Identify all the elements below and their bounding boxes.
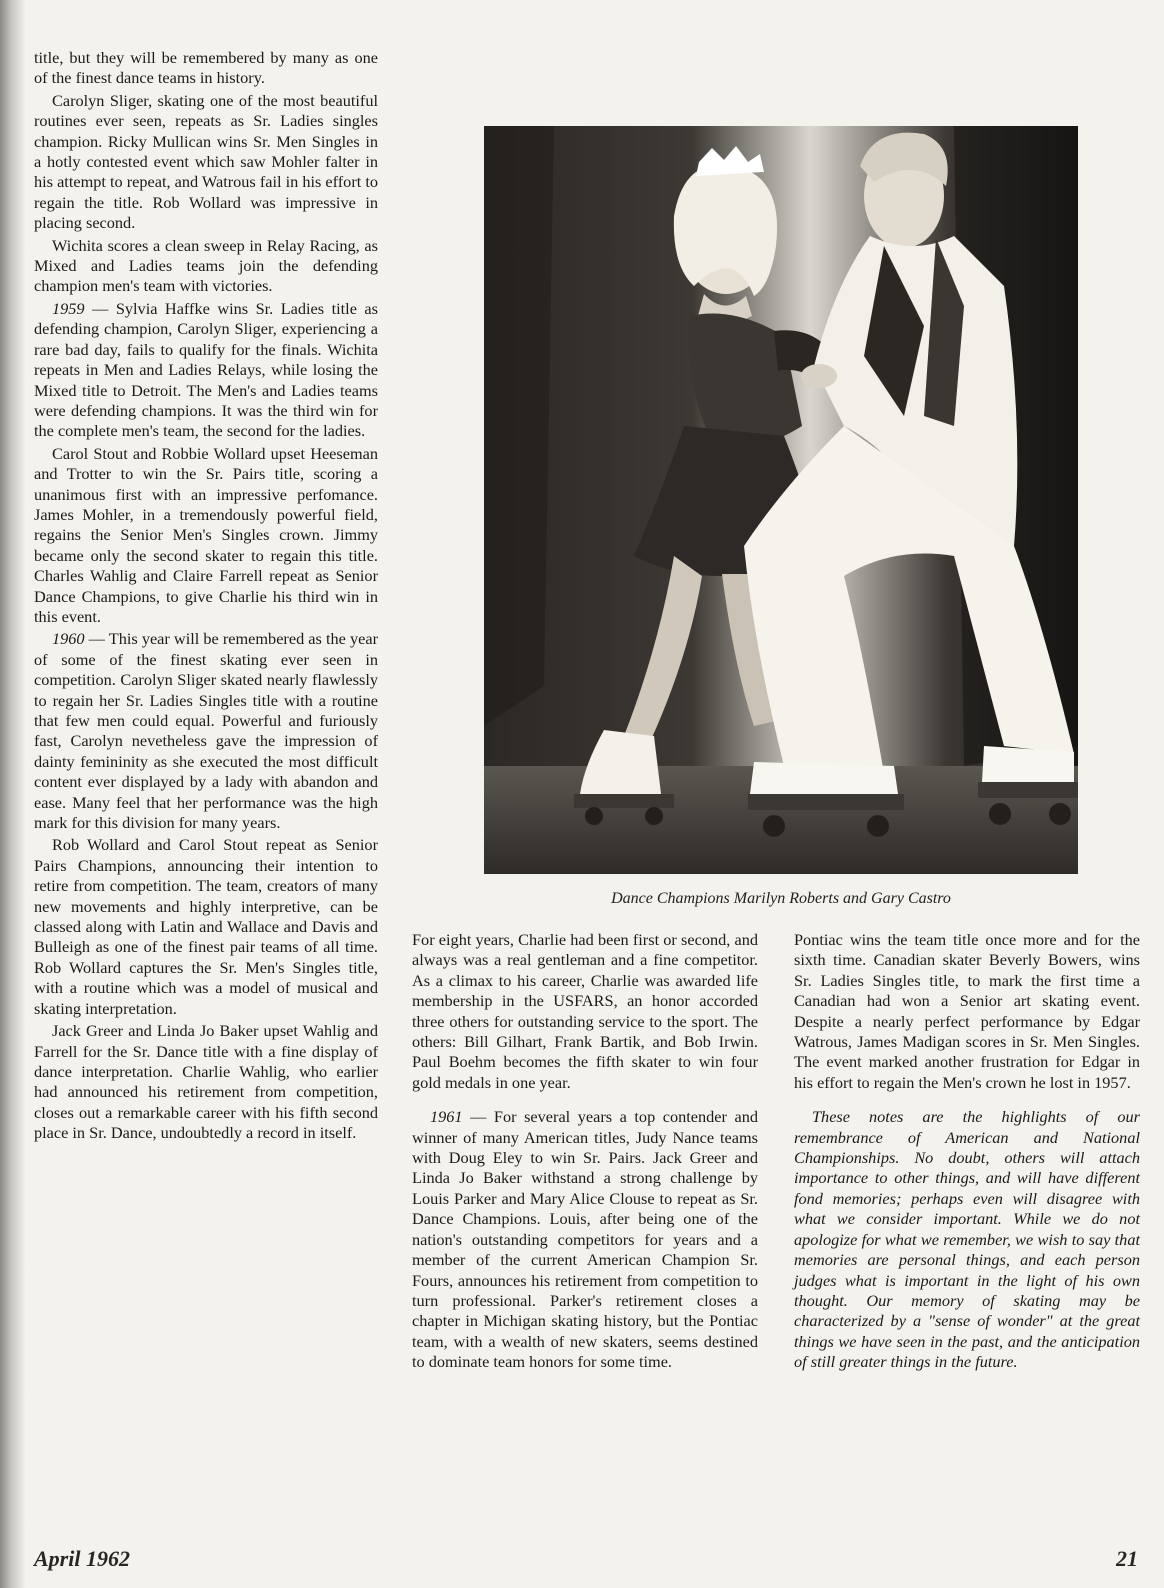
- paragraph-1959: [34, 299, 378, 442]
- paragraph: Rob Wollard and Carol Stout repeat as Senior Pairs Champions, announcing their intention to retire from competition. The team, creators of many new movements and highly interpretive, can be classed along with Latin and Wallace and Davis and Bulleigh as one of the finest pair teams of all time. Rob Wollard captures the Sr. Men's Singles title, with a routine which was a model of musical and skating interpretation.: [34, 835, 378, 1018]
- binding-shadow: [0, 0, 26, 1588]
- middle-column: [412, 930, 758, 1373]
- paragraph-1960: [34, 629, 378, 833]
- paragraph-text: — For several years a top contender and winner of many American titles, Judy Nance teams with Doug Eley to win Sr. Pairs. Jack Greer and Linda Jo Baker withstand a strong challenge by Louis Parker and Mary Alice Clouse to repeat as Sr. Dance Champions. Louis, after being one of the nation's outstanding competitors for years and a member of the current American Champion Sr. Fours, announces his retirement from competition to turn professional. Parker's retirement closes a chapter in Michigan skating history, but the Pontiac team, with a wealth of new skaters, seems destined to dominate team honors for some time.: [412, 1107, 758, 1372]
- year-label: 1960: [52, 629, 85, 649]
- paragraph: Carolyn Sliger, skating one of the most beautiful routines ever seen, repeats as Sr. Ladies singles champion. Ricky Mullican wins Sr. Men Singles in a hotly contested event which saw Mohler falter in his attempt to repeat, and Watrous fail in his effort to regain the title. Rob Wollard was impressive in placing second.: [34, 90, 378, 233]
- paragraph-1961: [412, 1107, 758, 1372]
- paragraph: title, but they will be remembered by many as one of the finest dance teams in history.: [34, 48, 378, 88]
- paragraph: Wichita scores a clean sweep in Relay Racing, as Mixed and Ladies teams join the defending champion men's team with victories.: [34, 235, 378, 296]
- closing-paragraph: These notes are the highlights of our remembrance of American and National Championships. No doubt, others will attach importance to other things, and will have different fond memories; perhaps even will disagree with what we consider important. While we do not apologize for what we remember, we wish to say that memories are personal things, and each person judges what is important in the light of his own thought. Our memory of skating may be characterized by a "sense of wonder" at the great things we have seen in the past, and the anticipation of still greater things in the future.: [794, 1107, 1140, 1372]
- left-column: [34, 48, 378, 1144]
- paragraph: For eight years, Charlie had been first or second, and always was a real gentleman and a fine competitor. As a climax to his career, Charlie was awarded life membership in the USFARS, an honor accorded three others for outstanding service to the sport. The others: Bill Gilhart, Frank Bartik, and Bob Irwin. Paul Boehm becomes the fifth skater to win four gold medals in one year.: [412, 930, 758, 1092]
- issue-date: April 1962: [34, 1546, 130, 1571]
- dance-champions-photo: [484, 126, 1078, 874]
- right-column: [794, 930, 1140, 1373]
- paragraph-text: — Sylvia Haffke wins Sr. Ladies title as defending champion, Carolyn Sliger, experiencing a rare bad day, fails to qualify for the finals. Wichita repeats in Men and Ladies Relays, while losing the Mixed title to Detroit. The Men's and Ladies teams were defending champions. It was the third win for the complete men's team, the second for the ladies.: [34, 298, 378, 441]
- year-label: 1959: [52, 298, 85, 318]
- paragraph: Pontiac wins the team title once more and for the sixth time. Canadian skater Beverly Bowers, wins Sr. Ladies Singles title, to mark the first time a Canadian had won a Senior art skating event. Despite a nearly perfect performance by Edgar Watrous, James Madigan scores in Sr. Men Singles. The event marked another frustration for Edgar in his effort to regain the Men's crown he lost in 1957.: [794, 930, 1140, 1092]
- paragraph: Jack Greer and Linda Jo Baker upset Wahlig and Farrell for the Sr. Dance title with a fine display of dance interpretation. Charlie Wahlig, who earlier had announced his retirement from competition, closes out a remarkable career with his fifth second place in Sr. Dance, undoubtedly a record in itself.: [34, 1021, 378, 1143]
- paragraph-text: — This year will be remembered as the year of some of the finest skating ever seen in competition. Carolyn Sliger skated nearly flawlessly to regain her Sr. Ladies Singles title with a routine that few men could equal. Powerful and furiously fast, Carolyn nevetheless gave the impression of dainty femininity as she executed the most difficult content ever displayed by a lady with abandon and ease. Many feel that her performance was the high mark for this division for many years.: [34, 629, 378, 833]
- paragraph: Carol Stout and Robbie Wollard upset Heeseman and Trotter to win the Sr. Pairs title, scoring a unanimous first with an impressive perfomance. James Mohler, in a tremendously powerful field, regains the Senior Men's Singles crown. Jimmy became only the second skater to regain this title. Charles Wahlig and Claire Farrell repeat as Senior Dance Champions, to give Charlie his third win in this event.: [34, 443, 378, 626]
- photo-illustration: [484, 126, 1078, 874]
- page-number: 21: [1116, 1546, 1138, 1571]
- photo-caption: Dance Champions Marilyn Roberts and Gary Castro: [611, 890, 951, 907]
- year-label: 1961: [430, 1107, 463, 1127]
